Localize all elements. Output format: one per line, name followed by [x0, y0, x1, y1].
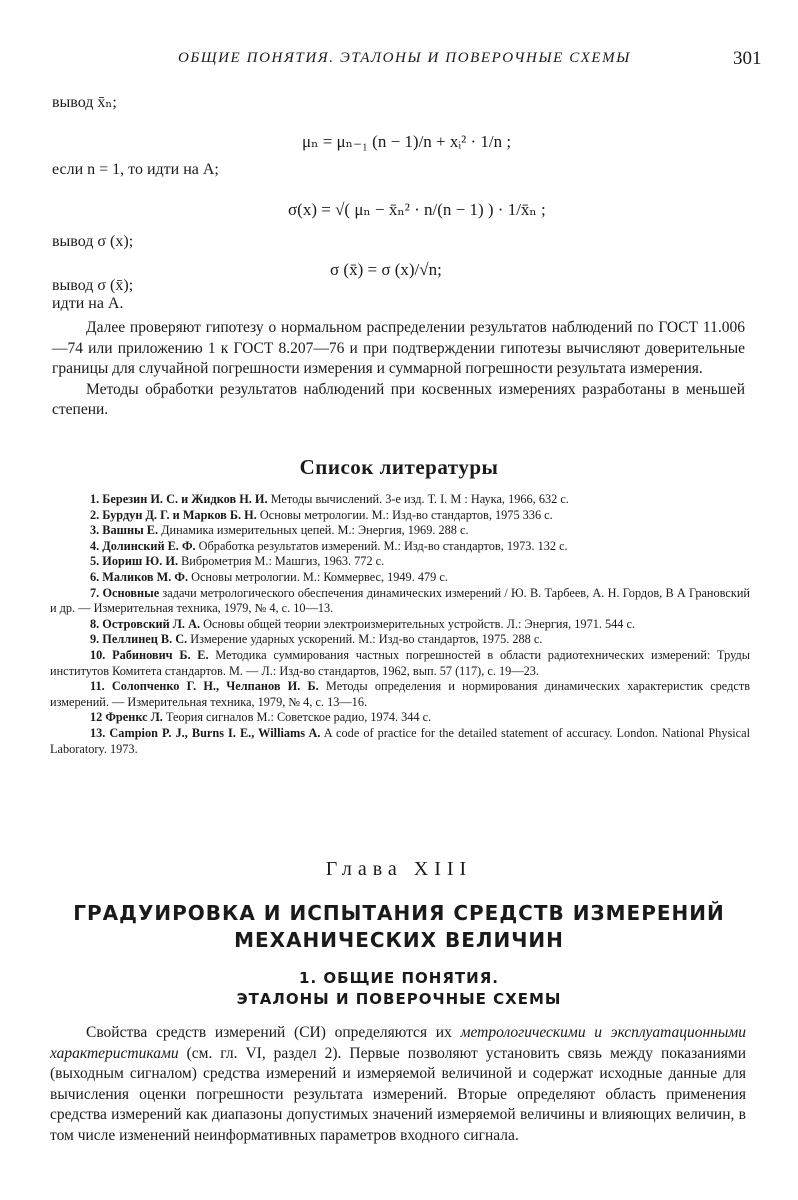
emphasis-text: метрологическими и эксплуатационными характеристиками: [50, 1024, 747, 1062]
reference-text: Основы метрологии. М.: Изд-во стандартов, 1975 336 с.: [256, 507, 553, 522]
section-title-line: 1. ОБЩИЕ ПОНЯТИЯ.: [299, 969, 499, 987]
reference-text: Основы общей теории электроизмерительных устройств. Л.: Энергия, 1971. 544 с.: [200, 616, 636, 631]
algorithm-line-output-sigma-mean: вывод σ (x̄);: [52, 277, 134, 294]
reference-authors: 1. Березин И. С. и Жидков Н. И.: [90, 492, 268, 506]
reference-text: Обработка результатов измерений. М.: Изд-во стандартов, 1973. 132 с.: [195, 538, 568, 553]
paragraph-text: Далее проверяют гипотезу о нормальном распределении результатов наблюдений по ГОСТ 11.006—74 или приложению 1 к ГОСТ 8.207—76 и при подтверждении гипотезы вычисляют доверительные границы для случайной погрешности измерения и суммарной погрешности результата измерения.: [52, 319, 745, 377]
reference-authors: 4. Долинский Е. Ф.: [90, 538, 196, 553]
text-run: Свойства средств измерений (СИ) определяются их: [86, 1024, 461, 1041]
reference-item: [50, 726, 750, 757]
reference-item: [50, 539, 750, 555]
reference-text: Виброметрия М.: Машгиз, 1963. 772 с.: [178, 554, 385, 569]
reference-text: задачи метрологического обеспечения динамических измерений / Ю. В. Тарбеев, А. Н. Гордов, В А Грановский и др. — Измерительная техника, 1979, № 4, с. 10—13.: [50, 585, 750, 616]
algorithm-line-condition: если n = 1, то идти на А;: [52, 161, 219, 178]
reference-text: Методика суммирования частных погрешностей в области радиотехнических измерений: Труды институтов Комитета стандартов. М. — Л.: Изд-во стандартов, 1962, вып. 57 (117), с. 19—23.: [50, 647, 750, 678]
algorithm-line-output-mean: вывод x̄ₙ;: [52, 94, 117, 111]
section-title-line: ЭТАЛОНЫ И ПОВЕРОЧНЫЕ СХЕМЫ: [236, 990, 562, 1008]
reference-item: [50, 710, 750, 726]
reference-authors: 10. Рабинович Б. Е.: [90, 647, 209, 662]
reference-text: A code of practice for the detailed statement of accuracy. London. National Physical Laboratory. 1973.: [50, 725, 751, 756]
reference-item: [50, 523, 750, 539]
page-number: 301: [733, 48, 762, 69]
running-head: ОБЩИЕ ПОНЯТИЯ. ЭТАЛОНЫ И ПОВЕРОЧНЫЕ СХЕМЫ: [178, 50, 631, 66]
body-paragraph: [50, 1023, 746, 1146]
chapter-title-line: ГРАДУИРОВКА И ИСПЫТАНИЯ СРЕДСТВ ИЗМЕРЕНИЙ: [73, 901, 725, 925]
references-list: [50, 492, 750, 757]
reference-authors: 6. Маликов М. Ф.: [90, 569, 189, 584]
reference-authors: 2. Бурдун Д. Г. и Марков Б. Н.: [90, 507, 257, 522]
reference-authors: 12 Френкс Л.: [90, 710, 163, 725]
reference-authors: 13. Campion P. J., Burns I. E., Williams A.: [90, 725, 321, 740]
chapter-title-line: МЕХАНИЧЕСКИХ ВЕЛИЧИН: [234, 928, 564, 952]
reference-authors: 9. Пеллинец В. С.: [90, 632, 188, 647]
reference-text: Методы определения и нормирования динамических характеристик средств измерений. — Измерительная техника, 1979, № 4, с. 13—16.: [50, 679, 750, 709]
formula-sigma-x: σ(x) = √( μₙ − x̄ₙ² · n/(n − 1) ) · 1/x̄ₙ ;: [288, 200, 546, 219]
reference-text: Динамика измерительных цепей. М.: Энергия, 1969. 288 с.: [158, 523, 469, 538]
reference-item: [50, 586, 750, 617]
reference-text: Измерение ударных ускорений. М.: Изд-во стандартов, 1975. 288 с.: [187, 632, 543, 647]
formula-mean-update: μₙ = μₙ₋₁ (n − 1)/n + xᵢ² · 1/n ;: [302, 132, 512, 151]
reference-authors: 7. Основные: [90, 585, 160, 600]
reference-authors: 8. Островский Л. А.: [90, 616, 201, 631]
reference-item: [50, 632, 750, 648]
chapter-label: Глава XIII: [325, 858, 473, 880]
references-title: Список литературы: [299, 455, 499, 479]
reference-text: Основы метрологии. М.: Коммервес, 1949. 479 с.: [188, 569, 448, 584]
paragraph-hypothesis: [52, 318, 745, 421]
reference-item: [50, 570, 750, 586]
reference-item: [50, 554, 750, 570]
text-run: (см. гл. VI, раздел 2). Первые позволяют установить связь между показаниями (выходным сигналом) средства измерений и измеряемой величиной и содержат исходные данные для вычисления оценки погрешности результата измерений. Вторые определяют область применения средства измерений как диапазоны допустимых значений измеряемой величины и влияющих величин, в том числе изменений неинформативных параметров входного сигнала.: [50, 1044, 746, 1144]
paragraph-text: [50, 1023, 746, 1146]
formula-sigma-mean: σ (x̄) = σ (x)/√n;: [330, 260, 442, 279]
section-title: [0, 968, 798, 1010]
reference-text: Методы вычислений. 3-е изд. Т. I. М : Наука, 1966, 632 с.: [267, 492, 569, 506]
reference-item: [50, 648, 750, 679]
reference-item: [50, 617, 750, 633]
reference-authors: 5. Иориш Ю. И.: [90, 554, 179, 569]
reference-authors: 3. Вашны Е.: [90, 523, 159, 538]
reference-authors: 11. Солопченко Г. Н., Челпанов И. Б.: [90, 679, 319, 694]
chapter-title: [0, 900, 798, 954]
reference-item: [50, 492, 750, 508]
algorithm-line-output-sigma: вывод σ (x);: [52, 233, 134, 250]
reference-item: [50, 508, 750, 524]
paragraph-text: Методы обработки результатов наблюдений при косвенных измерениях разработаны в меньшей степени.: [52, 380, 745, 418]
reference-text: Теория сигналов М.: Советское радио, 1974. 344 с.: [162, 710, 432, 725]
reference-item: [50, 679, 750, 710]
algorithm-line-goto: идти на А.: [52, 295, 124, 312]
